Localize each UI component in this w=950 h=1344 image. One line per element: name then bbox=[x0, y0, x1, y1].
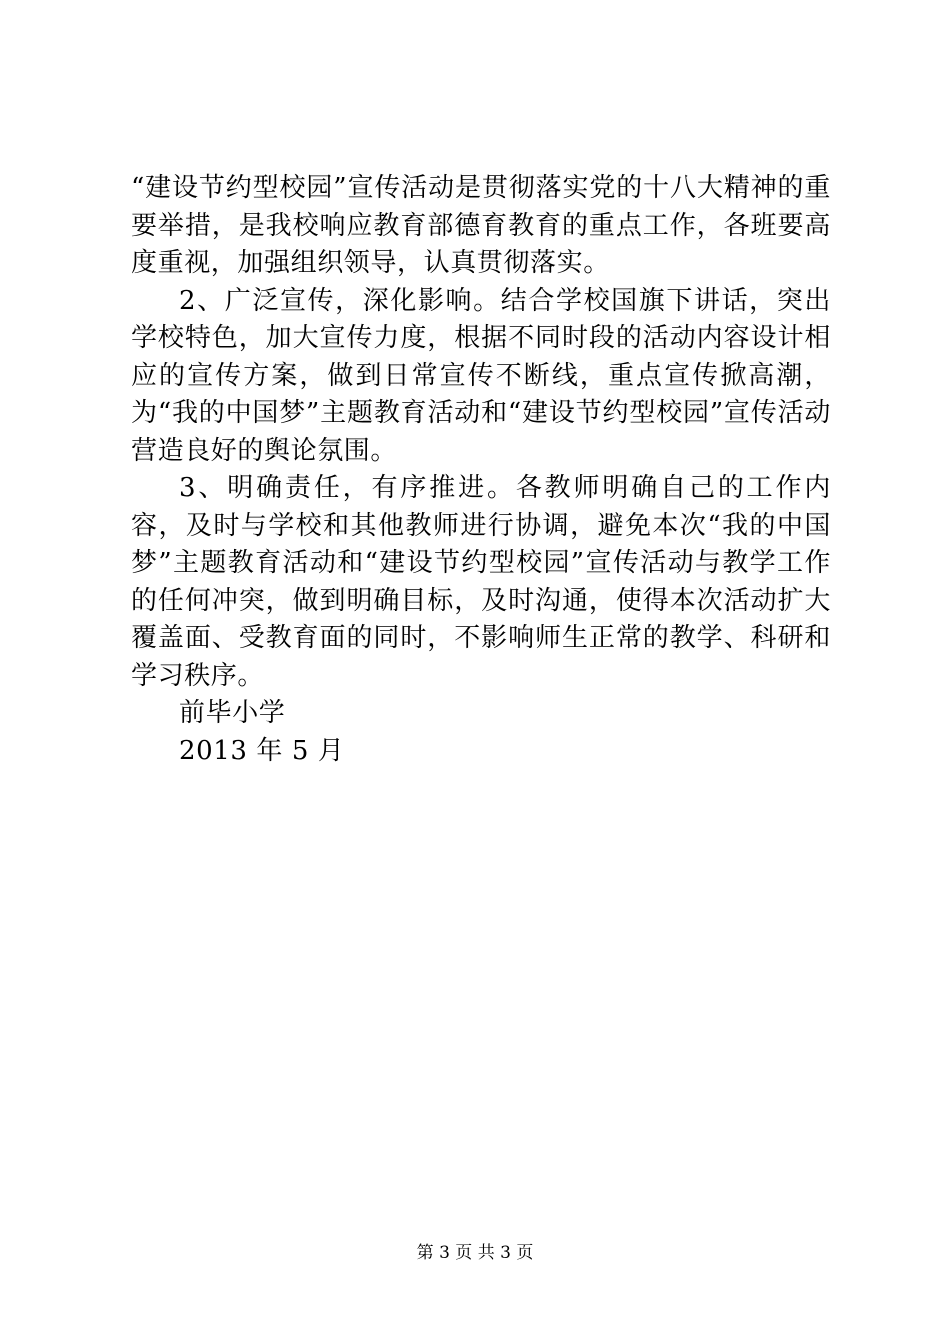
paragraph-item-3: 3、明确责任，有序推进。各教师明确自己的工作内容，及时与学校和其他教师进行协调，避免本次“我的中国梦”主题教育活动和“建设节约型校园”宣传活动与教学工作的任何冲突，做到明确目标，及时沟通，使得本次活动扩大覆盖面、受教育面的同时，不影响师生正常的教学、科研和学习秩序。 bbox=[131, 473, 831, 691]
signature-organization: 前毕小学 bbox=[179, 698, 286, 728]
signature-date: 2013 年 5 月 bbox=[179, 735, 345, 766]
paragraph-continued: “建设节约型校园”宣传活动是贯彻落实党的十八大精神的重要举措，是我校响应教育部德育教育的重点工作，各班要高度重视，加强组织领导，认真贯彻落实。 bbox=[131, 173, 831, 278]
paragraph-item-2: 2、广泛宣传，深化影响。结合学校国旗下讲话，突出学校特色，加大宣传力度，根据不同时段的活动内容设计相应的宣传方案，做到日常宣传不断线，重点宣传掀高潮，为“我的中国梦”主题教育活动和“建设节约型校园”宣传活动营造良好的舆论氛围。 bbox=[131, 285, 831, 466]
page-footer: 第 3 页 共 3 页 bbox=[416, 1243, 534, 1263]
document-body bbox=[131, 170, 831, 770]
